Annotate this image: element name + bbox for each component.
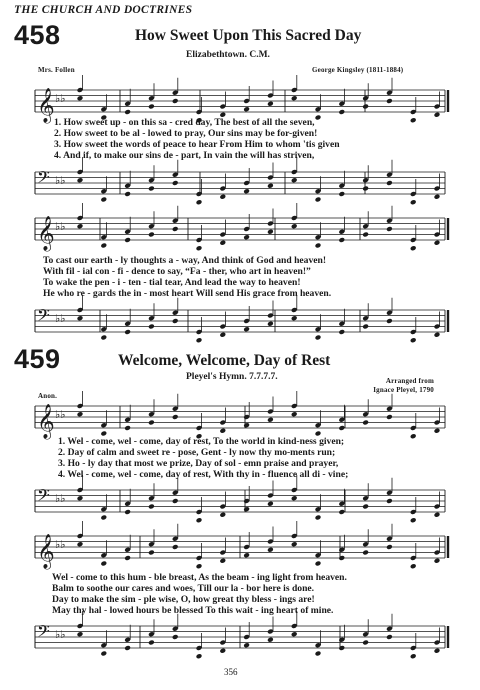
note-head — [219, 648, 226, 654]
lyric-line: May thy hal - lowed hours be blessed To this wait - ing heart of mine. — [52, 605, 334, 616]
treble-clef-icon: 𝄞 — [37, 534, 55, 569]
note-head — [124, 109, 131, 115]
note-head — [267, 501, 274, 507]
music-staff — [0, 620, 480, 654]
note-head — [172, 180, 179, 186]
bass-clef-icon: 𝄢 — [37, 485, 50, 509]
note-head — [410, 653, 417, 659]
note-head — [219, 558, 226, 564]
note-head — [77, 541, 84, 547]
note-head — [267, 183, 274, 189]
note-head — [100, 515, 107, 521]
note-head — [243, 106, 250, 112]
note-head — [196, 199, 203, 205]
key-signature-icon: ♭♭ — [55, 492, 66, 505]
note-head — [386, 318, 393, 324]
note-head — [338, 645, 345, 651]
note-head — [410, 199, 417, 205]
key-signature-icon: ♭♭ — [55, 312, 66, 325]
note-head — [386, 98, 393, 104]
note-head — [362, 324, 369, 330]
note-head — [362, 232, 369, 238]
note-head — [267, 101, 274, 107]
note-head — [77, 631, 84, 637]
note-head — [100, 335, 107, 341]
note-head — [267, 637, 274, 643]
note-head — [172, 498, 179, 504]
note-head — [148, 504, 155, 510]
note-head — [100, 243, 107, 249]
note-head — [434, 194, 441, 200]
note-head — [100, 561, 107, 567]
music-staff — [0, 484, 480, 518]
note-head — [386, 414, 393, 420]
lyric-line: 3. Ho - ly day that most we prize, Day of sol - emn praise and prayer, — [58, 458, 339, 469]
note-head — [243, 326, 250, 332]
note-head — [267, 229, 274, 235]
note-head — [196, 517, 203, 523]
note-head — [124, 191, 131, 197]
note-head — [77, 177, 84, 183]
note-head — [124, 237, 131, 243]
author: Mrs. Follen — [38, 66, 75, 74]
key-signature-icon: ♭♭ — [55, 628, 66, 641]
note-head — [434, 332, 441, 338]
note-head — [362, 420, 369, 426]
note-head — [196, 245, 203, 251]
note-head — [148, 550, 155, 556]
arranged-label: Arranged from — [385, 377, 434, 385]
note-head — [267, 547, 274, 553]
key-signature-icon: ♭♭ — [55, 174, 66, 187]
lyric-line: 2. How sweet to be al - lowed to pray, Our sins may be for-given! — [54, 128, 318, 139]
note-head — [243, 234, 250, 240]
note-head — [172, 98, 179, 104]
note-head — [291, 315, 298, 321]
note-head — [100, 197, 107, 203]
note-head — [410, 563, 417, 569]
note-head — [148, 640, 155, 646]
note-head — [172, 414, 179, 420]
note-head — [243, 506, 250, 512]
note-head — [338, 329, 345, 335]
key-signature-icon: ♭♭ — [55, 408, 66, 421]
note-head — [386, 634, 393, 640]
note-head — [338, 555, 345, 561]
note-head — [219, 512, 226, 518]
note-head — [77, 95, 84, 101]
lyric-line: He who re - gards the in - most heart Will send His grace from heaven. — [43, 288, 332, 299]
note-head — [148, 104, 155, 110]
lyric-line: 3. How sweet the words of peace to hear From Him to whom 'tis given — [54, 139, 340, 150]
treble-clef-icon: 𝄞 — [37, 88, 55, 123]
author: Anon. — [38, 392, 58, 400]
note-head — [410, 337, 417, 343]
note-head — [315, 197, 322, 203]
note-head — [77, 315, 84, 321]
note-head — [291, 495, 298, 501]
music-staff — [0, 212, 480, 251]
bass-clef-icon: 𝄢 — [37, 167, 50, 191]
note-head — [362, 104, 369, 110]
music-staff — [0, 400, 480, 439]
treble-clef-icon: 𝄞 — [37, 404, 55, 439]
note-head — [267, 417, 274, 423]
lyric-line: With fil - ial con - fi - dence to say, “Fa - ther, who art in heaven!” — [43, 266, 311, 277]
note-head — [315, 243, 322, 249]
music-staff — [0, 166, 480, 200]
note-head — [219, 240, 226, 246]
hymn-number: 459 — [14, 344, 61, 374]
note-head — [315, 515, 322, 521]
note-head — [410, 117, 417, 123]
note-head — [172, 544, 179, 550]
note-head — [243, 642, 250, 648]
lyric-line: To wake the pen - i - ten - tial tear, And lead the way to heaven! — [43, 277, 301, 288]
note-head — [386, 498, 393, 504]
note-head — [434, 648, 441, 654]
lyric-line: Day to make the sim - ple wise, O, how great thy bless - ings are! — [52, 594, 315, 605]
composer: George Kingsley (1811-1884) — [312, 66, 404, 74]
lyrics-block — [52, 572, 347, 616]
note-head — [291, 411, 298, 417]
lyric-line: 1. Wel - come, wel - come, day of rest, To the world in kind-ness given; — [58, 436, 345, 447]
tune-name: Elizabethtown. C.M. — [186, 50, 270, 60]
note-head — [77, 495, 84, 501]
lyric-line: 4. Wel - come, wel - come, day of rest, With thy in - fluence all di - vine; — [58, 469, 349, 480]
note-head — [386, 226, 393, 232]
note-head — [124, 425, 131, 431]
note-head — [100, 651, 107, 657]
note-head — [219, 194, 226, 200]
key-signature-icon: ♭♭ — [55, 220, 66, 233]
note-head — [291, 223, 298, 229]
note-head — [172, 318, 179, 324]
music-staff — [0, 304, 480, 338]
note-head — [386, 544, 393, 550]
note-head — [219, 428, 226, 434]
note-head — [315, 335, 322, 341]
note-head — [124, 329, 131, 335]
lyric-line: 1. How sweet up - on this sa - cred day, The best of all the seven, — [54, 117, 315, 128]
lyric-line: Balm to soothe our cares and woes, Till our la - bor here is done. — [52, 583, 315, 594]
tune-name: Pleyel's Hymn. 7.7.7.7. — [186, 372, 278, 382]
hymn-title: How Sweet Upon This Sacred Day — [135, 27, 362, 44]
hymn-title: Welcome, Welcome, Day of Rest — [118, 352, 331, 369]
note-head — [338, 109, 345, 115]
note-head — [362, 550, 369, 556]
lyrics-block — [58, 436, 348, 480]
lyrics-block — [54, 117, 340, 161]
note-head — [243, 552, 250, 558]
note-head — [362, 640, 369, 646]
note-head — [291, 541, 298, 547]
note-head — [362, 186, 369, 192]
note-head — [291, 177, 298, 183]
note-head — [291, 631, 298, 637]
bass-clef-icon: 𝄢 — [37, 305, 50, 329]
note-head — [410, 245, 417, 251]
music-staff — [0, 530, 480, 569]
note-head — [338, 191, 345, 197]
key-signature-icon: ♭♭ — [55, 92, 66, 105]
note-head — [172, 226, 179, 232]
note-head — [434, 428, 441, 434]
note-head — [291, 95, 298, 101]
note-head — [124, 645, 131, 651]
lyrics-block — [43, 255, 331, 299]
note-head — [338, 425, 345, 431]
note-head — [362, 504, 369, 510]
note-head — [148, 232, 155, 238]
note-head — [172, 634, 179, 640]
note-head — [434, 112, 441, 118]
note-head — [243, 422, 250, 428]
key-signature-icon: ♭♭ — [55, 538, 66, 551]
note-head — [196, 563, 203, 569]
note-head — [315, 651, 322, 657]
note-head — [148, 324, 155, 330]
section-header: THE CHURCH AND DOCTRINES — [14, 4, 193, 16]
hymn-number: 458 — [14, 20, 61, 50]
note-head — [410, 433, 417, 439]
lyric-line: To cast our earth - ly thoughts a - way, And think of God and heaven! — [43, 255, 327, 266]
note-head — [267, 321, 274, 327]
note-head — [148, 420, 155, 426]
note-head — [434, 558, 441, 564]
note-head — [124, 555, 131, 561]
note-head — [386, 180, 393, 186]
note-head — [410, 517, 417, 523]
lyric-line: 4. And if, to make our sins de - part, In vain the will has striven, — [54, 150, 315, 161]
note-head — [243, 188, 250, 194]
lyric-line: Wel - come to this hum - ble breast, As the beam - ing light from heaven. — [52, 572, 347, 583]
composer: Ignace Pleyel, 1790 — [373, 386, 434, 394]
lyric-line: 2. Day of calm and sweet re - pose, Gent - ly now thy mo-ments run; — [58, 447, 336, 458]
note-head — [315, 561, 322, 567]
note-head — [77, 411, 84, 417]
note-head — [148, 186, 155, 192]
page-number: 356 — [224, 667, 238, 677]
note-head — [196, 653, 203, 659]
note-head — [338, 509, 345, 515]
note-head — [219, 332, 226, 338]
note-head — [434, 240, 441, 246]
note-head — [434, 512, 441, 518]
note-head — [338, 237, 345, 243]
note-head — [196, 337, 203, 343]
note-head — [77, 223, 84, 229]
treble-clef-icon: 𝄞 — [37, 216, 55, 251]
bass-clef-icon: 𝄢 — [37, 621, 50, 645]
note-head — [124, 509, 131, 515]
